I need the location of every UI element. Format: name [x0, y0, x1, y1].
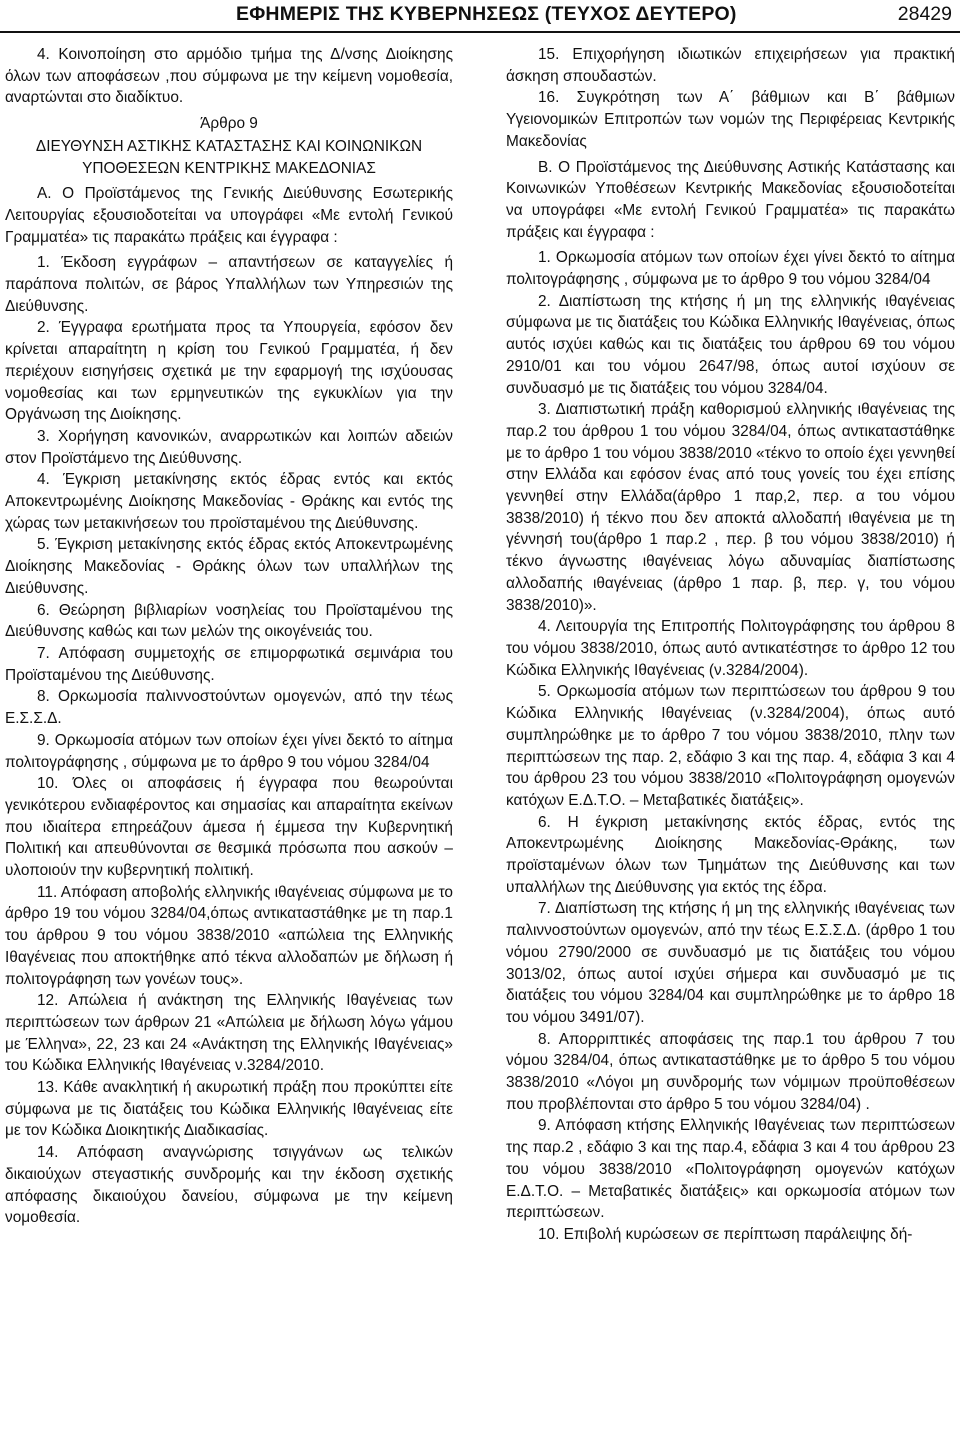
list-item: 7. Διαπίστωση της κτήσης ή μη της ελληνικής ιθαγένειας των παλιννοστούντων ομογενών, από την τέως Ε.Σ.Σ.Δ. (άρθρο 1 του νόμου 2790/2000 σε συνδυασμό με τις διατάξεις του νόμου 3013/02, όπως αυτοί ισχύει σήμερα και συνδυασμό με τις διατάξεις του νόμου 3284/04 και συμπληρώθηκε με το άρθρο 18 του νόμου 3491/07).: [506, 900, 955, 1026]
right-column: [506, 44, 955, 1246]
article-title: Άρθρο 9: [200, 115, 258, 133]
list-item: 3. Διαπιστωτική πράξη καθορισμού ελληνικής ιθαγένειας της παρ.2 του άρθρου 1 του νόμου 3284/04, όπως αντικαταστάθηκε με το άρθρο 1 του νόμου 3838/2010 «τέκνο το οποίο έχει γεννηθεί στην Ελλάδα και εφόσον ένας από τους γονείς του έχει επίσης γεννηθεί στην Ελλάδα(άρθρο 1 παρ,2, περ. α του νόμου 3838/2010) ή τέκνο που δεν αποκτά αλλοδαπή ιθαγένεια με τη γέννησή του(άρθρο 1 παρ.2 , περ. β του νόμου 3838/2010) ή τέκνο άγνωστης ιθαγένειας λόγω αδυναμίας διαπίστωσης αλλοδαπής ιθαγένειας (άρθρο 1 παρ. β, περ. γ, του νόμου 3838/2010)».: [506, 401, 955, 614]
gazette-title: ΕΦΗΜΕΡΙΣ ΤΗΣ ΚΥΒΕΡΝΗΣΕΩΣ (ΤΕΥΧΟΣ ΔΕΥΤΕΡΟ): [236, 3, 737, 25]
list-item: 10. Επιβολή κυρώσεων σε περίπτωση παράλειψης δή-: [538, 1225, 913, 1243]
list-item: 8. Απορριπτικές αποφάσεις της παρ.1 του άρθρου 7 του νόμου 3284/04, όπως αντικαταστάθηκε με το άρθρο 5 του νόμου 3838/2010 «Λόγοι μη συνδρομής των νόμιμων προϋποθέσεων που προβλέπονται στο άρθρο 5 του νόμου 3284/04) .: [506, 1030, 955, 1113]
list-item: 6. Η έγκριση μετακίνησης εκτός έδρας, εντός της Αποκεντρωμένης Διοίκησης Μακεδονίας-Θράκης, των προϊσταμένων όλων των Τμημάτων της Διεύθυνσης και των υπαλλήλων της Διεύθυνσης για εκτός της έδρα.: [506, 813, 955, 896]
list-item: 1. Ορκωμοσία ατόμων των οποίων έχει γίνει δεκτό το αίτημα πολιτογράφησης , σύμφωνα με το άρθρο 9 του νόμου 3284/04: [506, 249, 955, 289]
list-item: 2. Έγγραφα ερωτήματα προς τα Υπουργεία, εφόσον δεν κρίνεται απαραίτητη η κρίση του Γενικού Γραμματέα, ή δεν περιέχουν εισηγήσεις σχετικά με την εφαρμογή της ισχύουσας νομοθεσίας και των ερμηνευτικών της εγκυκλίων για την Οργάνωση της Διοίκησης.: [5, 319, 453, 424]
list-item: 7. Απόφαση συμμετοχής σε επιμορφωτικά σεμινάρια του Προϊσταμένου της Διεύθυνσης.: [5, 644, 453, 684]
list-item: 15. Επιχορήγηση ιδιωτικών επιχειρήσεων για πρακτική άσκηση σπουδαστών.: [506, 46, 955, 85]
list-item: 2. Διαπίστωση της κτήσης ή μη της ελληνικής ιθαγένειας σύμφωνα με τις διατάξεις του Κώδικα Ελληνικής Ιθαγένειας, όπως αυτός ισχύει καθώς και τις διατάξεις του άρθρου 69 του νόμου 2910/01 και του νόμου 2647/98, όπως αυτοί ισχύουν σε συνδυασμό με τις διατάξεις του νόμου 3284/04.: [506, 292, 955, 397]
header-divider: [0, 31, 960, 33]
list-item: 13. Κάθε ανακλητική ή ακυρωτική πράξη που προκύπτει είτε σύμφωνα με τις διατάξεις του Κώδικα Ελληνικής Ιθαγένειας είτε με τον Κώδικα Διοικητικής Διαδικασίας.: [5, 1079, 453, 1140]
list-item: 10. Όλες οι αποφάσεις ή έγγραφα που θεωρούνται γενικότερου ενδιαφέροντος και σημασίας και απαραίτητα εκείνων που ιδιαίτερα επηρεάζουν άμεσα ή έμμεσα την Κυβερνητική Πολιτική και απευθύνονται σε θεσμικά πρόσωπα που ασκούν – υλοποιούν την κυβερνητική πολιτική.: [5, 775, 453, 880]
page-number: 28429: [897, 3, 952, 25]
list-item: 3. Χορήγηση κανονικών, αναρρωτικών και λοιπών αδειών στον Προϊστάμενο της Διεύθυνσης.: [5, 427, 453, 467]
paragraph: 4. Κοινοποίηση στο αρμόδιο τμήμα της Δ/νσης Διοίκησης όλων των αποφάσεων ,που σύμφωνα με την κείμενη νομοθεσία, αναρτώνται στο διαδίκτυο.: [5, 46, 453, 107]
list-item: 9. Απόφαση κτήσης Ελληνικής Ιθαγένειας των περιπτώσεων της παρ.2 , εδάφιο 3 και της παρ.4, εδάφια 3 και 4 του άρθρου 23 του νόμου 3838/2010 «Πολιτογράφηση ομογενών κατόχων Ε.Δ.Τ.Ο. – Μεταβατικές διατάξεις» και ορκωμοσία ατόμων των περιπτώσεων.: [506, 1117, 955, 1222]
paragraph: Β. Ο Προϊστάμενος της Διεύθυνσης Αστικής Κατάστασης και Κοινωνικών Υποθέσεων Κεντρικής Μακεδονίας εξουσιοδοτείται να υπογράφει «Με εντολή Γενικού Γραμματέα» τις παρακάτω πράξεις και έγγραφα :: [506, 158, 955, 241]
list-item: 4. Λειτουργία της Επιτροπής Πολιτογράφησης του άρθρου 8 του νόμου 3838/2010, όπως αυτό αντικατέστησε το άρθρο 12 του Κώδικα Ελληνικής Ιθαγένειας (ν.3284/2004).: [506, 618, 955, 679]
list-item: 5. Έγκριση μετακίνησης εκτός έδρας εκτός Αποκεντρωμένης Διοίκησης Μακεδονίας - Θράκης όλων των υπαλλήλων της Διεύθυνσης.: [5, 536, 453, 597]
left-column: [5, 44, 453, 1229]
list-item: 1. Έκδοση εγγράφων – απαντήσεων σε καταγγελίες ή παράπονα πολιτών, σε βάρος Υπαλλήλων των Υπηρεσιών της Διεύθυνσης.: [5, 254, 453, 315]
list-item: 6. Θεώρηση βιβλιαρίων νοσηλείας του Προϊσταμένου της Διεύθυνσης καθώς και των μελών της οικογένειάς του.: [5, 601, 453, 641]
list-item: 9. Ορκωμοσία ατόμων των οποίων έχει γίνει δεκτό το αίτημα πολιτογράφησης , σύμφωνα με το άρθρο 9 του νόμου 3284/04: [5, 731, 453, 771]
list-item: 14. Απόφαση αναγνώρισης τσιγγάνων ως τελικών δικαιούχων στεγαστικής συνδρομής και την έκδοση σχετικής απόφασης δικαιούχου δανείου, σύμφωνα με την κείμενη νομοθεσία.: [5, 1144, 453, 1227]
list-item: 12. Απώλεια ή ανάκτηση της Ελληνικής Ιθαγένειας των περιπτώσεων των άρθρων 21 «Απώλεια με δήλωση λόγω γάμου με Έλληνα», 22, 23 και 24 «Ανάκτηση της Ελληνικής Ιθαγένειας» του Κώδικα Ελληνικής Ιθαγένειας ν.3284/2010.: [5, 992, 453, 1075]
list-item: 8. Ορκωμοσία παλιννοστούντων ομογενών, από την τέως Ε.Σ.Σ.Δ.: [5, 688, 453, 728]
list-item: 16. Συγκρότηση των Α΄ βάθμιων και Β΄ βάθμιων Υγειονομικών Επιτροπών των νομών της Περιφέρειας Κεντρικής Μακεδονίας: [506, 89, 955, 150]
list-item: 4. Έγκριση μετακίνησης εκτός έδρας εντός και εκτός Αποκεντρωμένης Διοίκησης Μακεδονίας - Θράκης και εντός της χώρας των μετακινήσεων του προϊσταμένου της Διεύθυνσης.: [5, 471, 453, 532]
article-heading: ΔΙΕΥΘΥΝΣΗ ΑΣΤΙΚΗΣ ΚΑΤΑΣΤΑΣΗΣ ΚΑΙ ΚΟΙΝΩΝΙΚΩΝ ΥΠΟΘΕΣΕΩΝ ΚΕΝΤΡΙΚΗΣ ΜΑΚΕΔΟΝΙΑΣ: [35, 137, 423, 177]
list-item: 11. Απόφαση αποβολής ελληνικής ιθαγένειας σύμφωνα με το άρθρο 19 του νόμου 3284/04,όπως αντικαταστάθηκε με τη παρ.1 του άρθρου 9 του νόμου 3838/2010 «απώλεια της Ελληνικής Ιθαγένειας που αποκτήθηκε από τέκνα αλλοδαπών με δήλωση ή πολιτογράφηση των γονέων τους».: [5, 883, 453, 988]
paragraph: Α. Ο Προϊστάμενος της Γενικής Διεύθυνσης Εσωτερικής Λειτουργίας εξουσιοδοτείται να υπογράφει «Με εντολή Γενικού Γραμματέα» τις παρακάτω πράξεις και έγγραφα :: [5, 185, 453, 246]
list-item: 5. Ορκωμοσία ατόμων των περιπτώσεων του άρθρου 9 του Κώδικα Ελληνικής Ιθαγένειας (ν.3284/2004), όπως αυτό συμπληρώθηκε με το άρθρο 7 του νόμου 3838/2010, πλην των περιπτώσεων της παρ. 2, εδάφιο 3 και της παρ. 4, εδάφια 3 και 4 του άρθρου 23 του νόμου 3838/2010 «Πολιτογράφηση ομογενών κατόχων Ε.Δ.Τ.Ο. – Μεταβατικές διατάξεις».: [506, 683, 955, 809]
page-header: [0, 0, 960, 34]
